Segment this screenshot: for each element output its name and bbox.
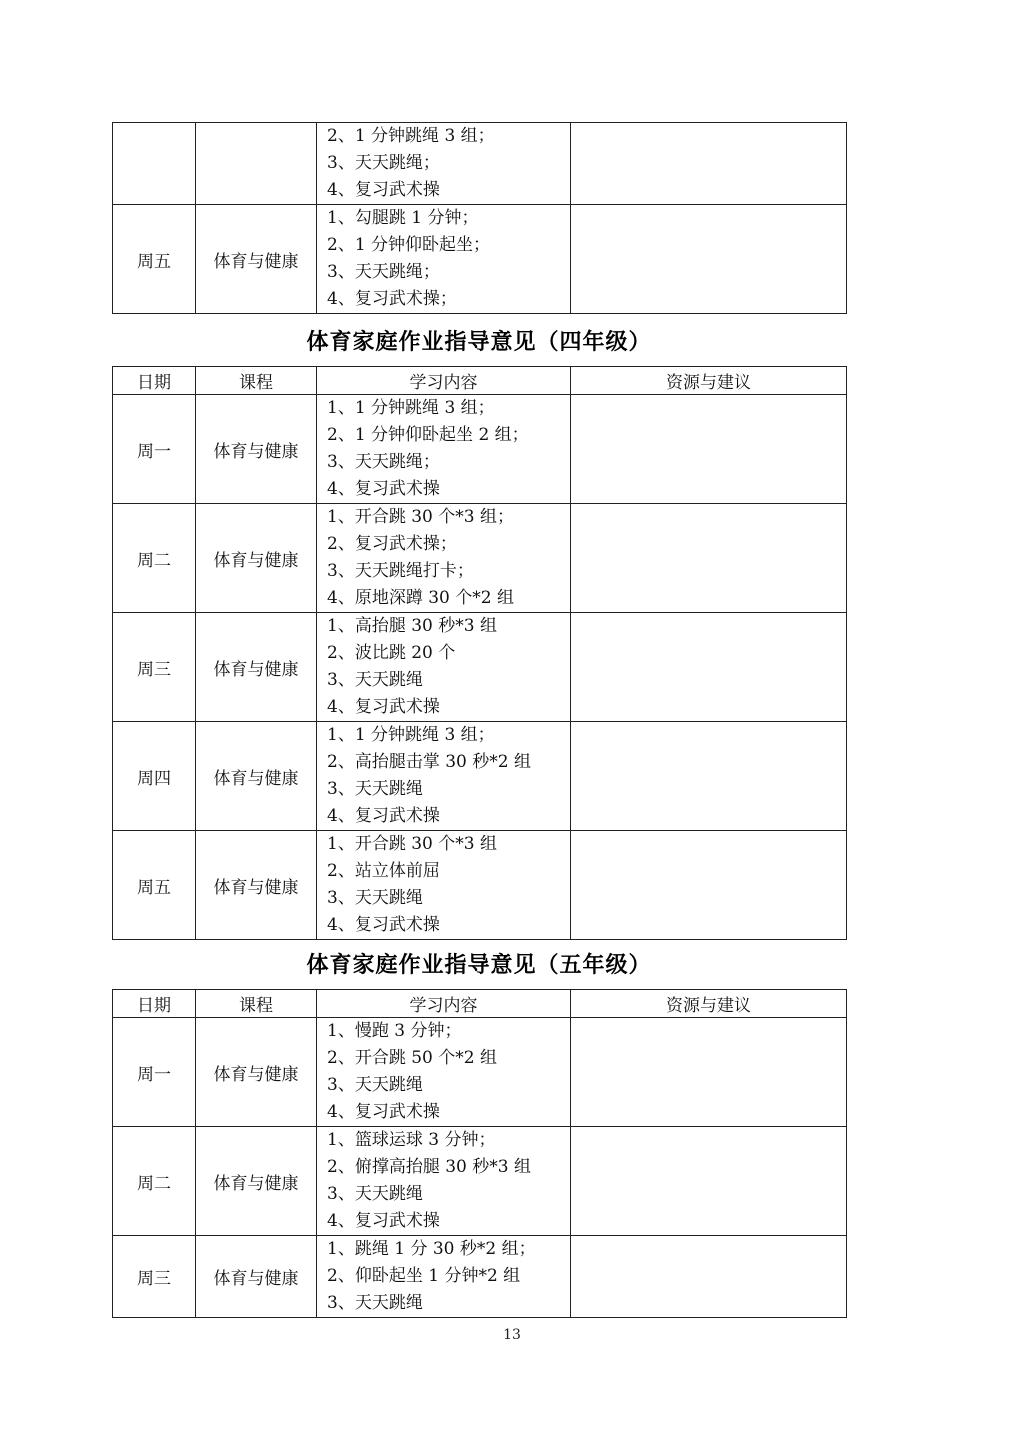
content-item: 3、天天跳绳打卡； [327,561,474,581]
schedule-table-grade5 [112,989,847,1318]
content-item: 3、天天跳绳 [327,1184,423,1204]
content-item: 2、1 分钟跳绳 3 组； [327,126,495,146]
day-cell: 周三 [113,1236,196,1318]
table-row [113,205,847,314]
resource-cell [571,1127,847,1236]
course-cell: 体育与健康 [196,722,317,831]
content-item: 1、1 分钟跳绳 3 组； [327,398,495,418]
header-content: 学习内容 [317,367,571,395]
content-item: 1、篮球运球 3 分钟； [327,1130,496,1150]
table-header-row [113,367,847,395]
course-cell: 体育与健康 [196,205,317,314]
content-item: 4、复习武术操 [327,697,440,717]
resource-cell [571,504,847,613]
day-cell: 周五 [113,205,196,314]
content-item: 3、天天跳绳 [327,1293,423,1313]
content-item: 4、复习武术操 [327,806,440,826]
content-item: 2、高抬腿击掌 30 秒*2 组 [327,752,531,772]
resource-cell [571,831,847,940]
course-cell: 体育与健康 [196,395,317,504]
content-item: 4、复习武术操 [327,1211,440,1231]
schedule-table-continued [112,122,847,314]
course-cell: 体育与健康 [196,1236,317,1318]
content-cell [317,205,571,314]
content-item: 2、波比跳 20 个 [327,643,456,663]
content-item: 1、开合跳 30 个*3 组 [327,834,497,854]
content-item: 2、1 分钟仰卧起坐； [327,235,491,255]
table-row [113,613,847,722]
content-item: 2、1 分钟仰卧起坐 2 组； [327,425,529,445]
table-row [113,123,847,205]
resource-cell [571,1018,847,1127]
resource-cell [571,722,847,831]
content-item: 3、天天跳绳； [327,262,440,282]
resource-cell [571,123,847,205]
resource-cell [571,205,847,314]
table-row [113,1018,847,1127]
content-item: 1、跳绳 1 分 30 秒*2 组； [327,1239,536,1259]
page-number: 13 [503,1327,521,1343]
content-item: 1、开合跳 30 个*3 组； [327,507,514,527]
day-cell: 周二 [113,1127,196,1236]
header-day: 日期 [113,990,196,1018]
course-cell: 体育与健康 [196,504,317,613]
content-item: 4、复习武术操； [327,289,457,309]
content-item: 3、天天跳绳 [327,670,423,690]
content-item: 2、站立体前屈 [327,861,440,881]
table-row [113,504,847,613]
course-cell: 体育与健康 [196,1018,317,1127]
table-row [113,722,847,831]
content-item: 3、天天跳绳 [327,888,423,908]
day-cell: 周二 [113,504,196,613]
section-title-grade5: 体育家庭作业指导意见（五年级） [306,953,652,978]
content-item: 2、仰卧起坐 1 分钟*2 组 [327,1266,521,1286]
table-row [113,831,847,940]
content-item: 3、天天跳绳 [327,779,423,799]
content-cell [317,1236,571,1318]
header-day: 日期 [113,367,196,395]
content-item: 4、复习武术操 [327,479,440,499]
table-row [113,1127,847,1236]
content-cell [317,1127,571,1236]
course-cell: 体育与健康 [196,1127,317,1236]
resource-cell [571,613,847,722]
content-item: 2、俯撑高抬腿 30 秒*3 组 [327,1157,531,1177]
content-item: 3、天天跳绳； [327,153,440,173]
header-resource: 资源与建议 [571,990,847,1018]
content-cell [317,123,571,205]
content-cell [317,1018,571,1127]
content-item: 1、1 分钟跳绳 3 组； [327,725,495,745]
day-cell: 周一 [113,1018,196,1127]
section-title-grade4: 体育家庭作业指导意见（四年级） [306,330,652,355]
content-item: 3、天天跳绳 [327,1075,423,1095]
schedule-table-grade4 [112,366,847,940]
content-item: 4、复习武术操 [327,1102,440,1122]
content-cell [317,613,571,722]
content-item: 1、慢跑 3 分钟； [327,1021,462,1041]
header-content: 学习内容 [317,990,571,1018]
day-cell [113,123,196,205]
content-item: 2、复习武术操； [327,534,457,554]
content-item: 1、勾腿跳 1 分钟； [327,208,479,228]
day-cell: 周四 [113,722,196,831]
content-cell [317,831,571,940]
content-item: 4、复习武术操 [327,180,440,200]
resource-cell [571,395,847,504]
content-item: 3、天天跳绳； [327,452,440,472]
table-row [113,395,847,504]
header-resource: 资源与建议 [571,367,847,395]
content-item: 1、高抬腿 30 秒*3 组 [327,616,497,636]
course-cell: 体育与健康 [196,831,317,940]
course-cell [196,123,317,205]
course-cell: 体育与健康 [196,613,317,722]
header-course: 课程 [196,990,317,1018]
resource-cell [571,1236,847,1318]
table-row [113,1236,847,1318]
day-cell: 周五 [113,831,196,940]
day-cell: 周一 [113,395,196,504]
content-cell [317,504,571,613]
table-header-row [113,990,847,1018]
content-item: 4、复习武术操 [327,915,440,935]
content-item: 2、开合跳 50 个*2 组 [327,1048,497,1068]
day-cell: 周三 [113,613,196,722]
content-cell [317,722,571,831]
header-course: 课程 [196,367,317,395]
content-cell [317,395,571,504]
content-item: 4、原地深蹲 30 个*2 组 [327,588,514,608]
